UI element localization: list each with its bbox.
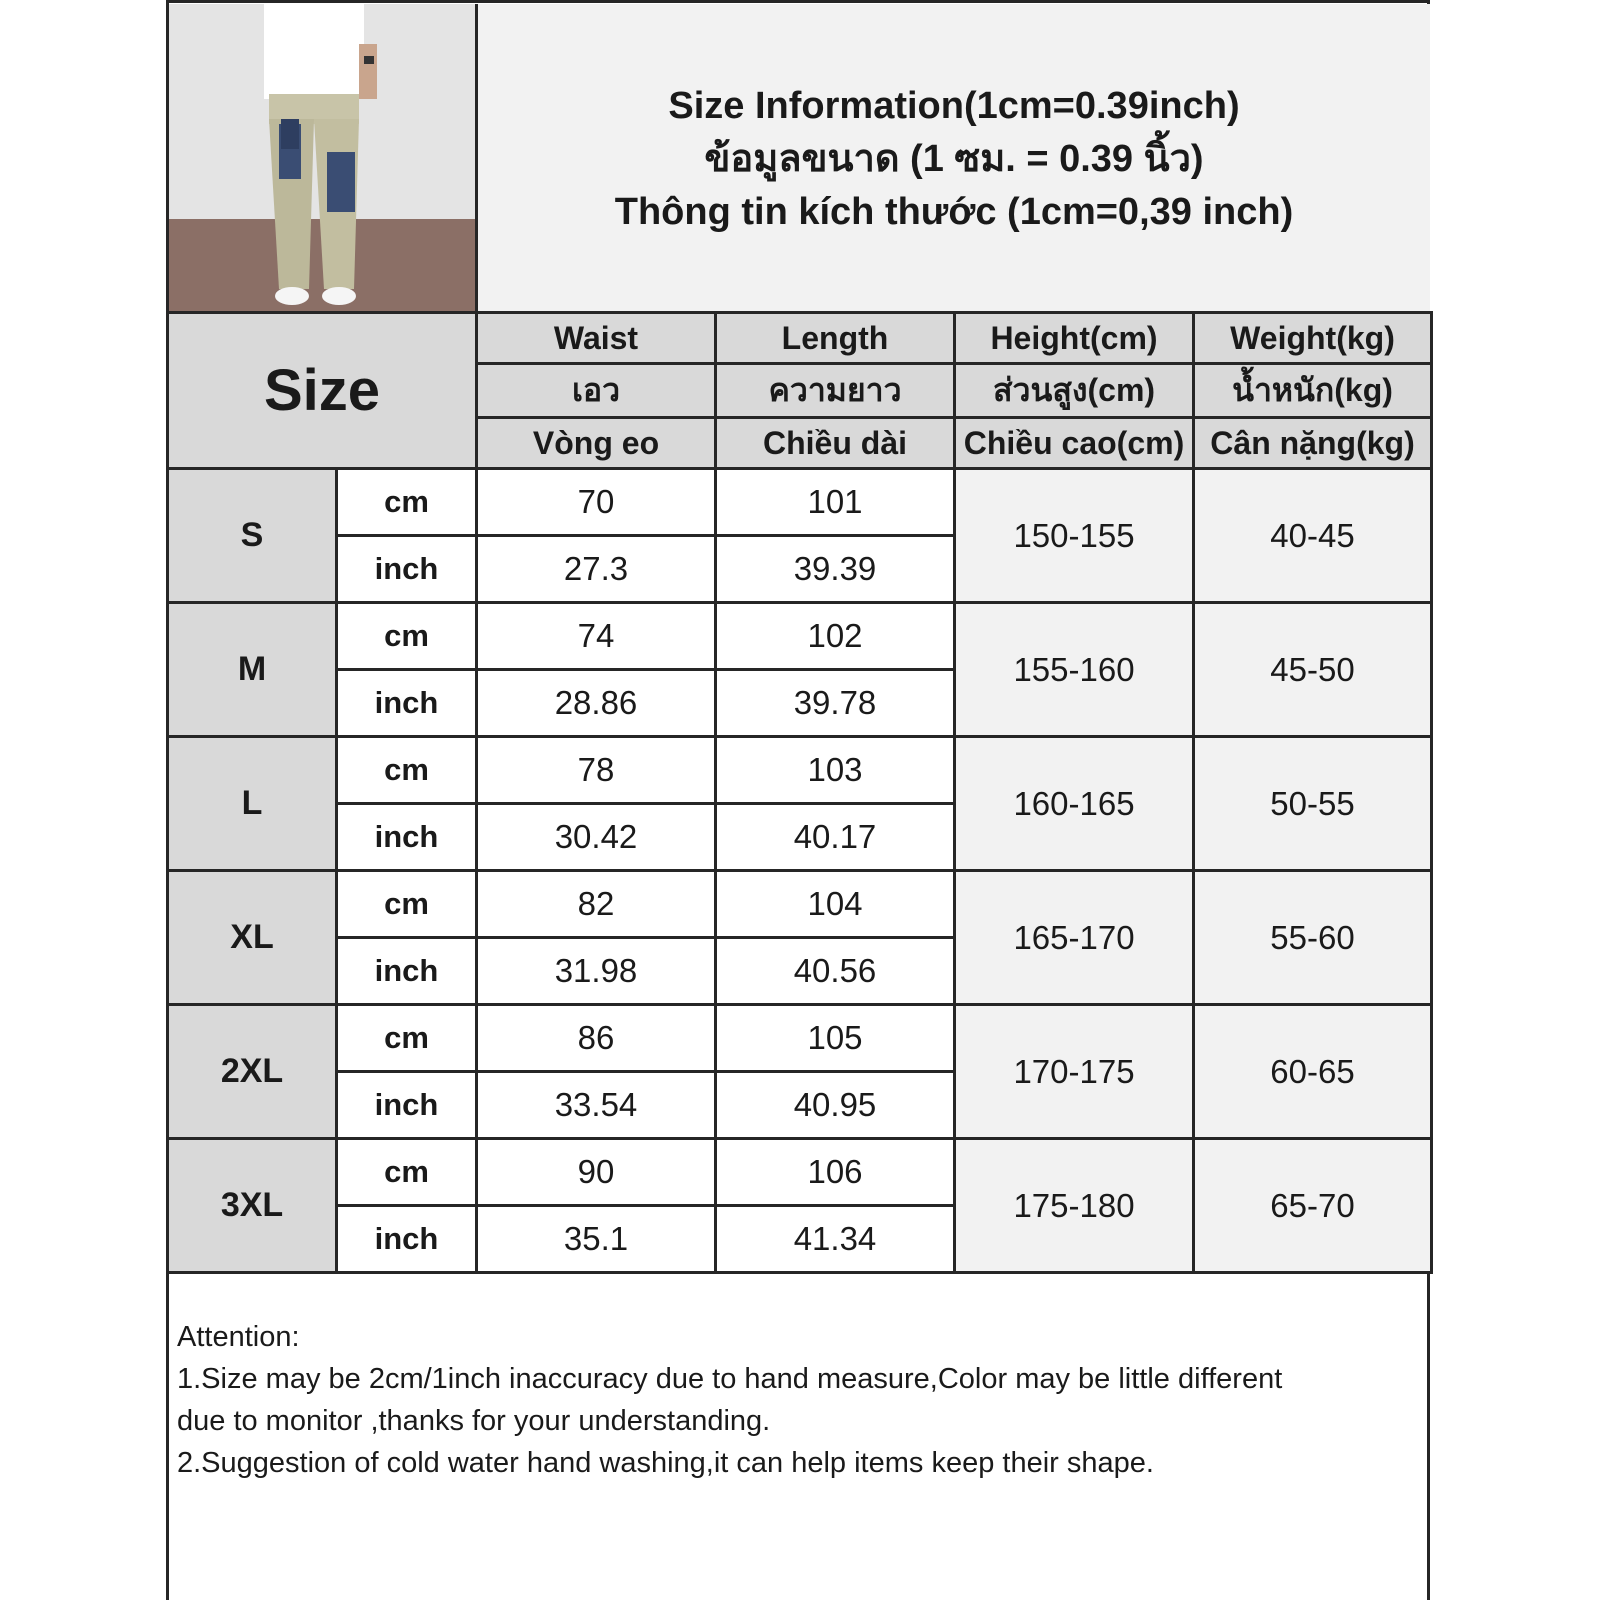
waist-inch-value: 28.86 [477,670,716,737]
header-title-thai: ข้อมูลขนาด (1 ซม. = 0.39 นิ้ว) [704,137,1204,180]
col-header-waist-en: Waist [477,313,716,364]
unit-cm: cm [337,1005,477,1072]
length-inch-value: 39.39 [716,536,955,603]
col-header-length-vi: Chiều dài [716,418,955,469]
col-header-height-th: ส่วนสูง(cm) [955,364,1194,418]
size-label-s: S [168,469,337,603]
weight-range: 40-45 [1194,469,1432,603]
length-cm-value: 105 [716,1005,955,1072]
size-label-xl: XL [168,871,337,1005]
col-header-waist-th: เอว [477,364,716,418]
length-cm-value: 101 [716,469,955,536]
height-range: 160-165 [955,737,1194,871]
height-range: 165-170 [955,871,1194,1005]
size-label-m: M [168,603,337,737]
height-range: 170-175 [955,1005,1194,1139]
attention-title: Attention: [177,1321,300,1353]
unit-cm: cm [337,871,477,938]
attention-line-2: due to monitor ,thanks for your understanding. [177,1405,771,1437]
size-label-2xl: 2XL [168,1005,337,1139]
size-label-l: L [168,737,337,871]
length-inch-value: 40.56 [716,938,955,1005]
unit-inch: inch [337,1206,477,1273]
waist-cm-value: 82 [477,871,716,938]
weight-range: 60-65 [1194,1005,1432,1139]
length-cm-value: 104 [716,871,955,938]
product-photo [169,4,475,311]
length-inch-value: 41.34 [716,1206,955,1273]
length-inch-value: 40.95 [716,1072,955,1139]
header-title-english: Size Information(1cm=0.39inch) [668,84,1240,127]
unit-cm: cm [337,1139,477,1206]
attention-line-3: 2.Suggestion of cold water hand washing,it can help items keep their shape. [177,1447,1154,1479]
size-information-header [475,4,1430,314]
unit-inch: inch [337,536,477,603]
height-range: 175-180 [955,1139,1194,1273]
weight-range: 55-60 [1194,871,1432,1005]
col-header-weight-th: น้ำหนัก(kg) [1194,364,1432,418]
size-table [166,311,1433,1274]
col-header-waist-vi: Vòng eo [477,418,716,469]
length-cm-value: 102 [716,603,955,670]
height-range: 150-155 [955,469,1194,603]
waist-cm-value: 70 [477,469,716,536]
col-header-weight-vi: Cân nặng(kg) [1194,418,1432,469]
waist-cm-value: 74 [477,603,716,670]
waist-inch-value: 30.42 [477,804,716,871]
length-inch-value: 40.17 [716,804,955,871]
length-inch-value: 39.78 [716,670,955,737]
attention-notes [169,1316,1427,1600]
waist-cm-value: 78 [477,737,716,804]
waist-inch-value: 33.54 [477,1072,716,1139]
unit-inch: inch [337,670,477,737]
waist-inch-value: 35.1 [477,1206,716,1273]
unit-inch: inch [337,1072,477,1139]
weight-range: 50-55 [1194,737,1432,871]
length-cm-value: 106 [716,1139,955,1206]
header-title-vietnamese: Thông tin kích thước (1cm=0,39 inch) [614,190,1294,233]
col-header-height-vi: Chiều cao(cm) [955,418,1194,469]
attention-line-1: 1.Size may be 2cm/1inch inaccuracy due to hand measure,Color may be little different [177,1363,1283,1395]
col-header-length-en: Length [716,313,955,364]
size-header: Size [168,313,477,469]
col-header-weight-en: Weight(kg) [1194,313,1432,364]
height-range: 155-160 [955,603,1194,737]
col-header-length-th: ความยาว [716,364,955,418]
waist-cm-value: 90 [477,1139,716,1206]
col-header-height-en: Height(cm) [955,313,1194,364]
unit-cm: cm [337,469,477,536]
waist-cm-value: 86 [477,1005,716,1072]
size-label-3xl: 3XL [168,1139,337,1273]
unit-cm: cm [337,737,477,804]
jeans-model-image [169,4,475,311]
length-cm-value: 103 [716,737,955,804]
unit-cm: cm [337,603,477,670]
waist-inch-value: 31.98 [477,938,716,1005]
waist-inch-value: 27.3 [477,536,716,603]
weight-range: 45-50 [1194,603,1432,737]
unit-inch: inch [337,804,477,871]
weight-range: 65-70 [1194,1139,1432,1273]
unit-inch: inch [337,938,477,1005]
